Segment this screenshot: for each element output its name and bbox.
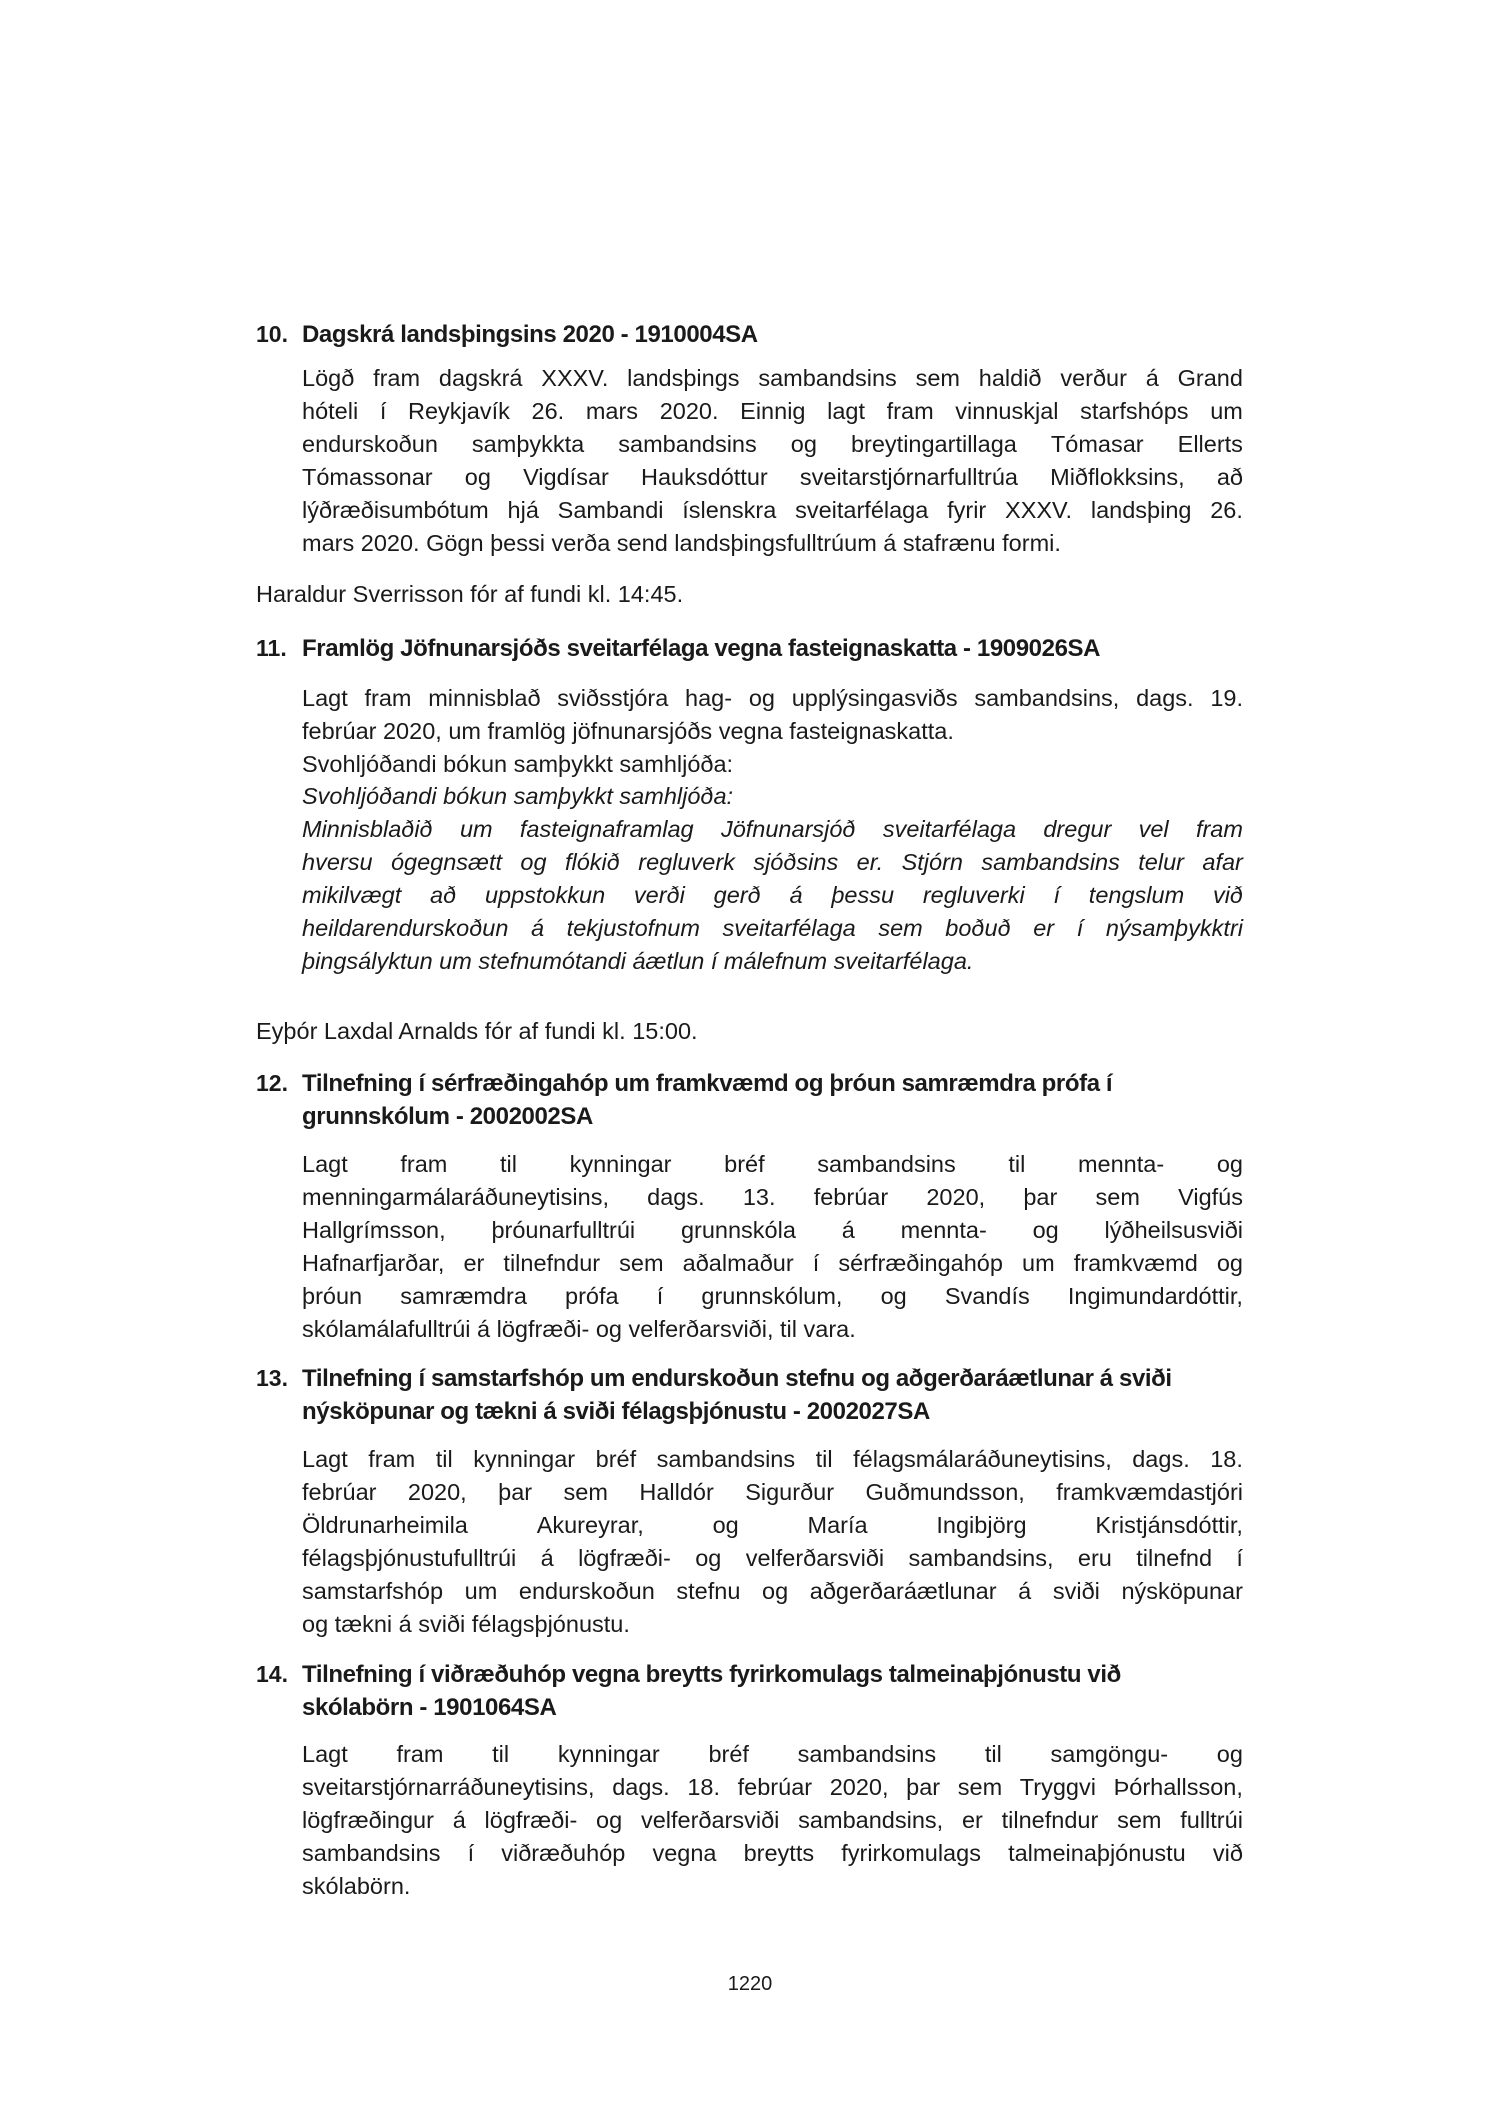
item-heading — [302, 632, 1252, 665]
resolution-line — [302, 813, 1243, 846]
word: þróun — [302, 1283, 363, 1309]
item-body — [302, 1148, 1243, 1346]
word: er — [463, 1250, 485, 1276]
word: lagt — [827, 398, 866, 424]
word: breytingartillaga — [850, 431, 1017, 457]
word: íslenskra — [682, 497, 777, 523]
body-line — [302, 1542, 1243, 1575]
word: Lagt — [302, 1741, 348, 1767]
word: upplýsingasviðs — [791, 685, 958, 711]
body-line — [302, 1476, 1243, 1509]
word: á — [1018, 1578, 1032, 1604]
item-heading — [302, 1362, 1252, 1428]
word: að — [430, 882, 457, 908]
word: og — [762, 1578, 789, 1604]
word: fulltrúi — [1180, 1807, 1243, 1833]
word: Ellerts — [1177, 431, 1243, 457]
word: Guðmundsson, — [865, 1479, 1025, 1505]
word: María — [807, 1512, 868, 1538]
word: vel — [1138, 816, 1169, 842]
word: lögfræði- — [578, 1545, 671, 1571]
word: fram — [400, 1151, 448, 1177]
word: Halldór — [639, 1479, 714, 1505]
word: haldið — [978, 365, 1042, 391]
word: 2020. — [659, 398, 719, 424]
word: sambandsins — [981, 849, 1120, 875]
word: tilnefndur — [1001, 1807, 1099, 1833]
word: sambandsins — [618, 431, 757, 457]
word: um — [1022, 1250, 1055, 1276]
word: bréf — [708, 1741, 749, 1767]
word: samræmdra — [400, 1283, 527, 1309]
word: sambandsins — [758, 365, 897, 391]
word: 26. — [1210, 497, 1243, 523]
word: dags. — [612, 1774, 670, 1800]
word: og — [695, 1545, 722, 1571]
word: til — [984, 1741, 1002, 1767]
word: menningarmálaráðuneytisins, — [302, 1184, 609, 1210]
word: og — [712, 1512, 739, 1538]
word: sjóðsins — [753, 849, 839, 875]
word: Stjórn — [901, 849, 963, 875]
word: og — [748, 685, 775, 711]
body-line: og tækni á sviði félagsþjónustu. — [302, 1611, 630, 1637]
body-line — [302, 1771, 1243, 1804]
word: afar — [1202, 849, 1243, 875]
word: við — [1212, 882, 1243, 908]
word: vegna — [652, 1840, 717, 1866]
item-number: 10. — [256, 321, 288, 347]
word: og — [464, 464, 491, 490]
item-number: 11. — [256, 635, 287, 661]
word: kynningar — [473, 1446, 576, 1472]
word: Tryggvi — [1019, 1774, 1096, 1800]
word: dags. — [1132, 1446, 1190, 1472]
item-heading — [302, 318, 1252, 351]
word: og — [1216, 1250, 1243, 1276]
word: starfshóps — [1080, 398, 1189, 424]
word: á — [789, 882, 803, 908]
word: Minnisblaðið — [302, 816, 433, 842]
word: Jöfnunarsjóð — [720, 816, 856, 842]
word: sem — [1117, 1807, 1162, 1833]
word: fyrirkomulags — [841, 1840, 981, 1866]
word: landsþing — [1090, 497, 1192, 523]
word: nýsköpunar — [1121, 1578, 1243, 1604]
word: tilnefndur — [503, 1250, 601, 1276]
word: lýðheilsusviði — [1104, 1217, 1243, 1243]
body-line — [302, 1804, 1243, 1837]
item-body — [302, 362, 1243, 560]
word: í — [1236, 1545, 1243, 1571]
word: grunnskólum, — [701, 1283, 843, 1309]
word: tilnefnd — [1136, 1545, 1213, 1571]
item-number: 14. — [256, 1661, 288, 1687]
word: við — [1212, 1840, 1243, 1866]
word: aðalmaður — [682, 1250, 794, 1276]
body-line: febrúar 2020, um framlög jöfnunarsjóðs vegna fasteignaskatta. — [302, 718, 954, 744]
word: gerð — [713, 882, 761, 908]
word: landsþings — [627, 365, 740, 391]
word: lögfræði- — [484, 1807, 578, 1833]
word: febrúar — [737, 1774, 813, 1800]
word: fram — [886, 398, 934, 424]
heading-line: Dagskrá landsþingsins 2020 - 1910004SA — [302, 321, 758, 348]
resolution-line — [302, 912, 1243, 945]
heading-line: grunnskólum - 2002002SA — [302, 1103, 593, 1130]
word: talmeinaþjónustu — [1008, 1840, 1186, 1866]
word: heildarendurskoðun — [302, 915, 509, 941]
word: félagsmálaráðuneytisins, — [853, 1446, 1112, 1472]
word: mennta- — [900, 1217, 987, 1243]
word: velferðarsviði — [640, 1807, 780, 1833]
word: dagskrá — [438, 365, 523, 391]
word: nýsamþykktri — [1105, 915, 1243, 941]
word: lýðræðisumbótum — [302, 497, 489, 523]
word: og — [880, 1283, 907, 1309]
word: kynningar — [569, 1151, 672, 1177]
word: endurskoðun — [302, 431, 438, 457]
word: Reykjavík — [408, 398, 510, 424]
word: tekjustofnum — [566, 915, 700, 941]
item-heading — [302, 1658, 1252, 1724]
word: sveitarfélaga — [722, 915, 856, 941]
word: Sambandi — [557, 497, 664, 523]
item-body — [302, 682, 1243, 781]
word: fram — [373, 365, 421, 391]
attendance-note: Haraldur Sverrisson fór af fundi kl. 14:45. — [256, 581, 684, 607]
word: fram — [364, 685, 412, 711]
word: sem — [878, 915, 923, 941]
word: sambandsins, — [798, 1807, 944, 1833]
word: sem — [957, 1774, 1003, 1800]
body-line — [302, 1509, 1243, 1542]
word: breytts — [743, 1840, 815, 1866]
word: Hallgrímsson, — [302, 1217, 446, 1243]
body-line — [302, 1214, 1243, 1247]
word: hag- — [685, 685, 733, 711]
heading-line: Framlög Jöfnunarsjóðs sveitarfélaga vegna fasteignaskatta - 1909026SA — [302, 635, 1101, 662]
word: er — [1033, 915, 1055, 941]
word: í — [1053, 882, 1061, 908]
word: félagsþjónustufulltrúi — [302, 1545, 517, 1571]
word: þessu — [831, 882, 895, 908]
word: endurskoðun — [518, 1578, 655, 1604]
word: 2020, — [829, 1774, 889, 1800]
word: boðuð — [945, 915, 1011, 941]
word: minnisblað — [428, 685, 541, 711]
word: í — [1076, 915, 1084, 941]
word: Lagt — [302, 1151, 348, 1177]
word: fasteignaframlag — [519, 816, 694, 842]
word: samgöngu- — [1050, 1741, 1169, 1767]
word: vinnuskjal — [955, 398, 1059, 424]
item-number: 13. — [256, 1365, 288, 1391]
word: 2020, — [926, 1184, 986, 1210]
word: prófa — [565, 1283, 619, 1309]
page-number: 1220 — [727, 1973, 773, 1995]
word: Þórhallsson, — [1113, 1774, 1243, 1800]
word: Tómasar — [1050, 431, 1144, 457]
word: framkvæmdastjóri — [1056, 1479, 1243, 1505]
body-line: Svohljóðandi bókun samþykkt samhljóða: — [302, 751, 734, 777]
word: grunnskóla — [680, 1217, 796, 1243]
word: Tómassonar — [302, 464, 433, 490]
body-line — [302, 362, 1243, 395]
word: hjá — [507, 497, 539, 523]
word: og — [790, 431, 817, 457]
word: viðræðuhóp — [501, 1840, 626, 1866]
word: um — [459, 816, 493, 842]
word: sambandsins — [797, 1741, 937, 1767]
word: regluverki — [922, 882, 1025, 908]
word: sviðsstjóra — [557, 685, 669, 711]
body-line: mars 2020. Gögn þessi verða send landsþingsfulltrúum á stafrænu formi. — [302, 530, 1061, 556]
word: velferðarsviði — [745, 1545, 885, 1571]
word: ógegnsætt — [390, 849, 503, 875]
word: þróunarfulltrúi — [491, 1217, 636, 1243]
word: framkvæmd — [1073, 1250, 1198, 1276]
word: verði — [633, 882, 685, 908]
word: sem — [563, 1479, 608, 1505]
body-line: skólabörn. — [302, 1873, 411, 1899]
word: aðgerðaráætlunar — [809, 1578, 997, 1604]
resolution-line: Svohljóðandi bókun samþykkt samhljóða: — [302, 783, 734, 809]
word: samstarfshóp — [302, 1578, 444, 1604]
word: 18. — [1210, 1446, 1243, 1472]
word: XXXV. — [541, 365, 609, 391]
word: stefnu — [676, 1578, 741, 1604]
word: til — [1008, 1151, 1026, 1177]
word: sem — [915, 365, 960, 391]
word: Lögð — [302, 365, 355, 391]
word: mars — [585, 398, 639, 424]
word: og — [1216, 1151, 1243, 1177]
word: fram — [396, 1741, 444, 1767]
word: á — [531, 915, 545, 941]
word: sambandsins — [817, 1151, 956, 1177]
word: Vigfús — [1178, 1184, 1243, 1210]
word: regluverk — [638, 849, 735, 875]
word: fyrir — [947, 497, 987, 523]
word: Öldrunarheimila — [302, 1512, 468, 1538]
body-line — [302, 428, 1243, 461]
resolution-line: þingsályktun um stefnumótandi áætlun í málefnum sveitarfélaga. — [302, 948, 974, 974]
word: sveitarstjórnarfulltrúa — [799, 464, 1018, 490]
word: á — [540, 1545, 554, 1571]
word: Vigdísar — [523, 464, 609, 490]
word: sviði — [1052, 1578, 1100, 1604]
attendance-note: Eyþór Laxdal Arnalds fór af fundi kl. 15:00. — [256, 1018, 698, 1044]
body-line — [302, 1148, 1243, 1181]
body-line — [302, 494, 1243, 527]
word: Miðflokksins, — [1050, 464, 1185, 490]
word: sérfræðingahóp — [838, 1250, 1003, 1276]
word: mennta- — [1077, 1151, 1165, 1177]
word: dregur — [1043, 816, 1112, 842]
word: tengslum — [1088, 882, 1185, 908]
word: eru — [1077, 1545, 1112, 1571]
word: og — [1032, 1217, 1059, 1243]
word: í — [656, 1283, 664, 1309]
item-body — [302, 1443, 1243, 1641]
word: sem — [619, 1250, 664, 1276]
word: í — [379, 398, 387, 424]
word: XXXV. — [1005, 497, 1073, 523]
word: til — [500, 1151, 517, 1177]
word: á — [841, 1217, 855, 1243]
word: hversu — [302, 849, 373, 875]
body-line — [302, 395, 1243, 428]
word: 18. — [687, 1774, 720, 1800]
word: sem — [1095, 1184, 1140, 1210]
resolution-line — [302, 879, 1243, 912]
word: Grand — [1177, 365, 1243, 391]
word: mikilvægt — [302, 882, 402, 908]
body-line: skólamálafulltrúi á lögfræði- og velferðarsviði, til vara. — [302, 1316, 856, 1342]
word: í — [812, 1250, 820, 1276]
word: fram — [368, 1446, 416, 1472]
word: í — [467, 1840, 475, 1866]
word: hóteli — [302, 398, 359, 424]
body-line — [302, 1575, 1243, 1608]
item-number: 12. — [256, 1070, 288, 1096]
word: sveitarfélaga — [882, 816, 1017, 842]
word: til — [815, 1446, 833, 1472]
word: þar — [1023, 1184, 1058, 1210]
word: sveitarstjórnarráðuneytisins, — [302, 1774, 595, 1800]
body-line — [302, 1837, 1243, 1870]
word: er. — [856, 849, 884, 875]
word: Akureyrar, — [536, 1512, 644, 1538]
heading-line: Tilnefning í samstarfshóp um endurskoðun stefnu og aðgerðaráætlunar á sviði — [302, 1365, 1172, 1392]
heading-line: nýsköpunar og tækni á sviði félagsþjónustu - 2002027SA — [302, 1398, 930, 1425]
word: samþykkta — [471, 431, 585, 457]
word: Lagt — [302, 685, 348, 711]
word: 26. — [531, 398, 565, 424]
word: Lagt — [302, 1446, 348, 1472]
word: kynningar — [557, 1741, 660, 1767]
word: Hauksdóttur — [641, 464, 768, 490]
word: þar — [498, 1479, 533, 1505]
word: er — [961, 1807, 983, 1833]
body-line — [302, 1443, 1243, 1476]
item-heading — [302, 1067, 1252, 1133]
word: að — [1216, 464, 1243, 490]
resolution-text — [302, 780, 1243, 978]
word: dags. — [647, 1184, 705, 1210]
body-line — [302, 682, 1243, 715]
word: uppstokkun — [484, 882, 606, 908]
word: bréf — [724, 1151, 765, 1177]
word: á — [452, 1807, 466, 1833]
body-line — [302, 1247, 1243, 1280]
word: sambandsins, — [974, 685, 1120, 711]
heading-line: Tilnefning í viðræðuhóp vegna breytts fyrirkomulags talmeinaþjónustu við — [302, 1661, 1121, 1688]
word: Sigurður — [745, 1479, 835, 1505]
word: sveitarfélaga — [795, 497, 929, 523]
word: 13. — [742, 1184, 776, 1210]
body-line — [302, 461, 1243, 494]
word: á — [1145, 365, 1159, 391]
word: 19. — [1210, 685, 1243, 711]
word: lögfræðingur — [302, 1807, 434, 1833]
word: og — [1216, 1741, 1243, 1767]
body-line — [302, 1280, 1243, 1313]
word: febrúar — [302, 1479, 377, 1505]
word: sambandsins — [656, 1446, 796, 1472]
word: fram — [1195, 816, 1243, 842]
word: dags. — [1136, 685, 1194, 711]
word: bréf — [595, 1446, 637, 1472]
word: sambandsins — [302, 1840, 441, 1866]
body-line — [302, 1738, 1243, 1771]
word: til — [435, 1446, 453, 1472]
word: Kristjánsdóttir, — [1095, 1512, 1243, 1538]
word: sambandsins, — [908, 1545, 1054, 1571]
word: flókið — [564, 849, 620, 875]
word: til — [492, 1741, 510, 1767]
word: um — [464, 1578, 498, 1604]
word: um — [1210, 398, 1243, 424]
word: þar — [906, 1774, 941, 1800]
word: verður — [1060, 365, 1127, 391]
item-body — [302, 1738, 1243, 1903]
word: Einnig — [740, 398, 806, 424]
word: telur — [1138, 849, 1184, 875]
word: Ingimundardóttir, — [1067, 1283, 1243, 1309]
body-line — [302, 1181, 1243, 1214]
word: 2020, — [407, 1479, 467, 1505]
word: og — [520, 849, 547, 875]
word: febrúar — [813, 1184, 889, 1210]
word: og — [596, 1807, 623, 1833]
resolution-line — [302, 846, 1243, 879]
word: Hafnarfjarðar, — [302, 1250, 445, 1276]
heading-line: skólabörn - 1901064SA — [302, 1694, 557, 1721]
word: Svandís — [944, 1283, 1030, 1309]
heading-line: Tilnefning í sérfræðingahóp um framkvæmd og þróun samræmdra prófa í — [302, 1070, 1113, 1097]
word: Ingibjörg — [936, 1512, 1027, 1538]
